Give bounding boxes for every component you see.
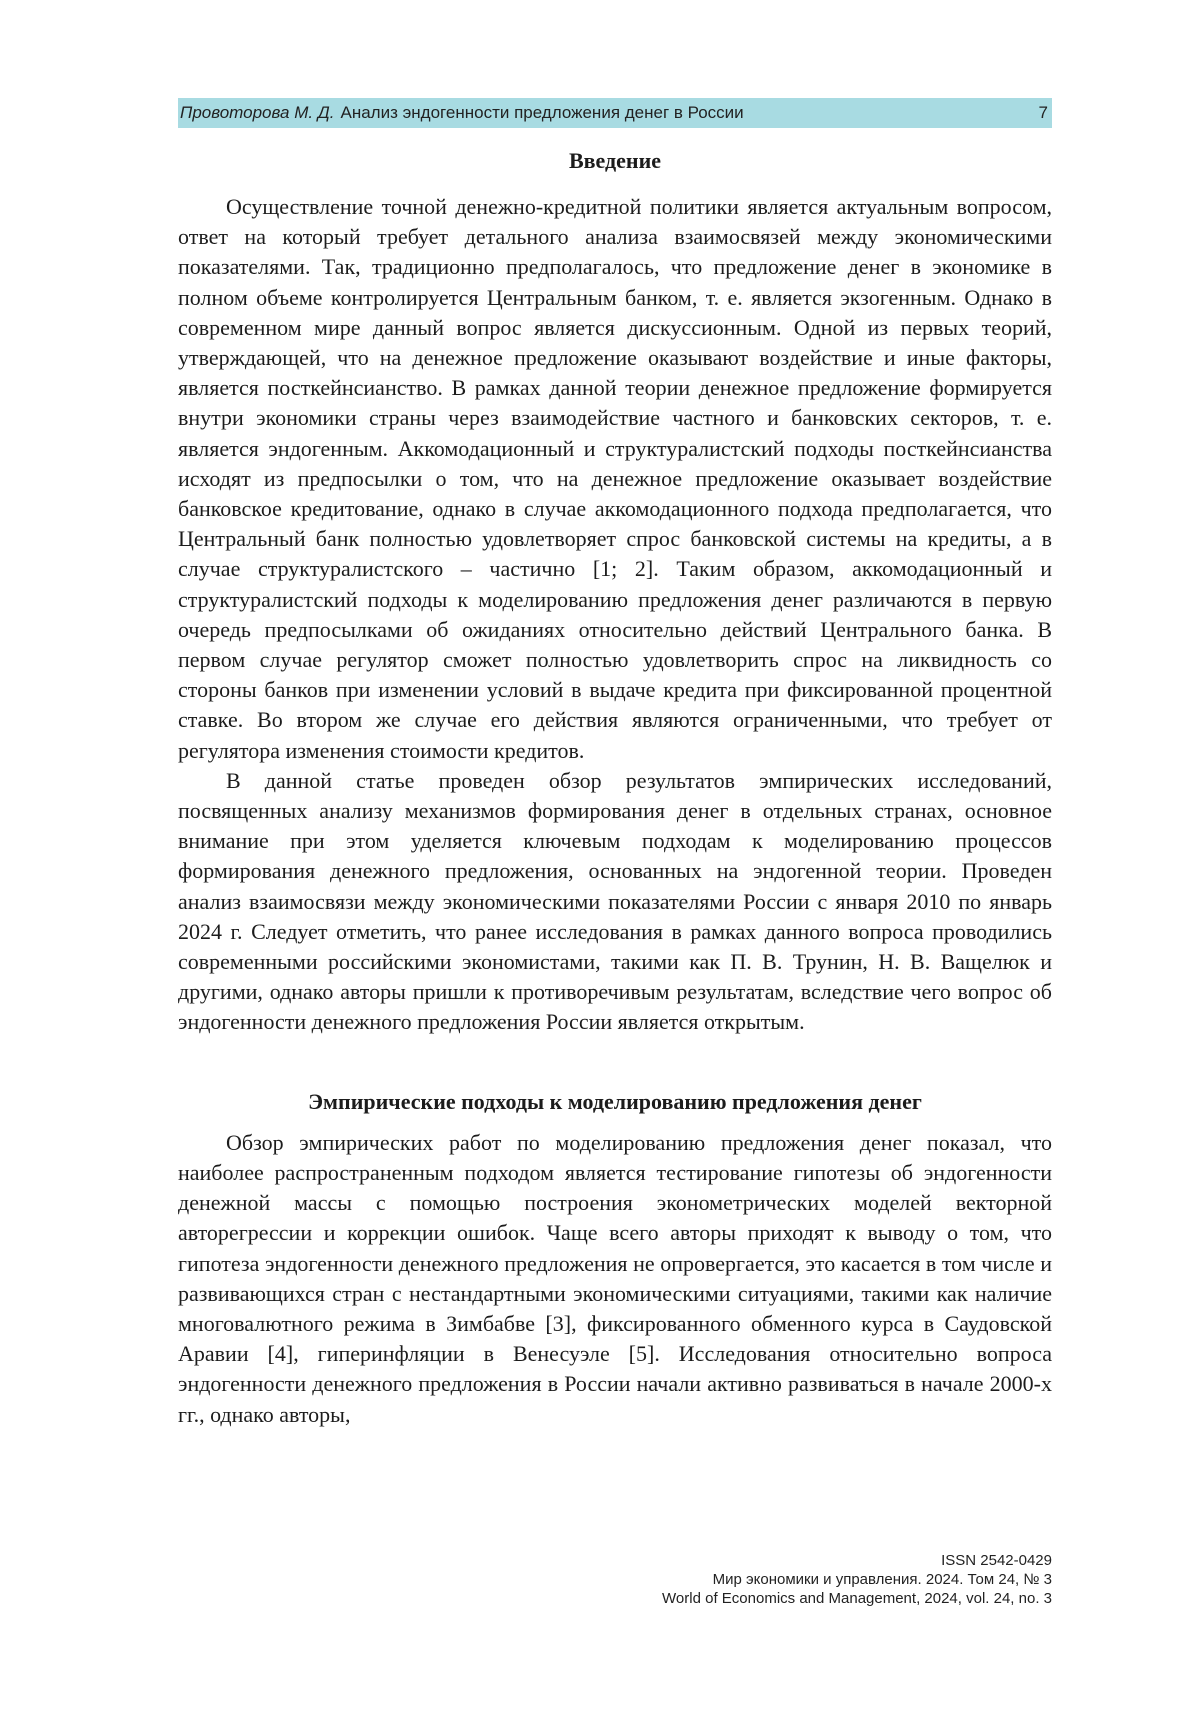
footer-journal-en: World of Economics and Management, 2024, vol. 24, no. 3 xyxy=(662,1590,1052,1607)
page-number: 7 xyxy=(1038,103,1048,122)
header-authors: Провоторова М. Д. xyxy=(180,103,335,122)
footer-issn: ISSN 2542-0429 xyxy=(941,1552,1052,1569)
paragraph: В данной статье проведен обзор результатов эмпирических исследований, посвященных анализу механизмов формирования денег в отдельных странах, основное внимание при этом уделяется ключевым подходам к моделированию процессов формирования денежного предложения, основанных на эндогенной теории. Проведен анализ взаимосвязи между экономическими показателями России с января 2010 по январь 2024 г. Следует отметить, что ранее исследования в рамках данного вопроса проводились современными российскими экономистами, такими как П. В. Трунин, Н. В. Ващелюк и другими, однако авторы пришли к противоречивым результатам, вследствие чего вопрос об эндогенности денежного предложения России является открытым. xyxy=(178,767,1052,1035)
paragraph: Осуществление точной денежно-кредитной политики является актуальным вопросом, ответ на который требует детального анализа взаимосвязей между экономическими показателями. Так, традиционно предполагалось, что предложение денег в экономике в полном объеме контролируется Центральным банком, т. е. является экзогенным. Однако в современном мире данный вопрос является дискуссионным. Одной из первых теорий, утверждающей, что на денежное предложение оказывают воздействие и иные факторы, является посткейнсианство. В рамках данной теории денежное предложение формируется внутри экономики страны через взаимодействие частного и банковских секторов, т. е. является эндогенным. Аккомодационный и структуралистский подходы посткейнсианства исходят из предпосылки о том, что на денежное предложение оказывает воздействие банковское кредитование, однако в случае аккомодационного подхода предполагается, что Центральный банк полностью удовлетворяет спрос банковской системы на кредиты, а в случае структуралистского – частично [1; 2]. Таким образом, аккомодационный и структуралистский подходы к моделированию предложения денег различаются в первую очередь предпосылками об ожиданиях относительно действий Центрального банка. В первом случае регулятор сможет полностью удовлетворить спрос на ликвидность со стороны банков при изменении условий в выдаче кредита при фиксированной процентной ставке. Во втором же случае его действия являются ограниченными, что требует от регулятора изменения стоимости кредитов. xyxy=(178,194,1052,763)
running-header xyxy=(178,98,1052,128)
journal-footer xyxy=(662,1551,1052,1608)
footer-journal-ru: Мир экономики и управления. 2024. Том 24, № 3 xyxy=(712,1571,1052,1588)
paragraph: Обзор эмпирических работ по моделированию предложения денег показал, что наиболее распространенным подходом является тестирование гипотезы об эндогенности денежной массы с помощью построения эконометрических моделей векторной авторегрессии и коррекции ошибок. Чаще всего авторы приходят к выводу о том, что гипотеза эндогенности денежного предложения не опровергается, это касается в том числе и развивающихся стран с нестандартными экономическими ситуациями, такими как наличие многовалютного режима в Зимбабве [3], фиксированного обменного курса в Саудовской Аравии [4], гиперинфляции в Венесуэле [5]. Исследования относительно вопроса эндогенности денежного предложения в России начали активно развиваться в начале 2000-х гг., однако авторы, xyxy=(178,1129,1052,1427)
header-citation xyxy=(180,103,744,123)
section-title-empirical-approaches: Эмпирические подходы к моделированию предложения денег xyxy=(308,1088,922,1114)
section-title-introduction: Введение xyxy=(568,148,662,173)
header-title: Анализ эндогенности предложения денег в России xyxy=(340,103,744,122)
article-body xyxy=(178,146,1052,1430)
